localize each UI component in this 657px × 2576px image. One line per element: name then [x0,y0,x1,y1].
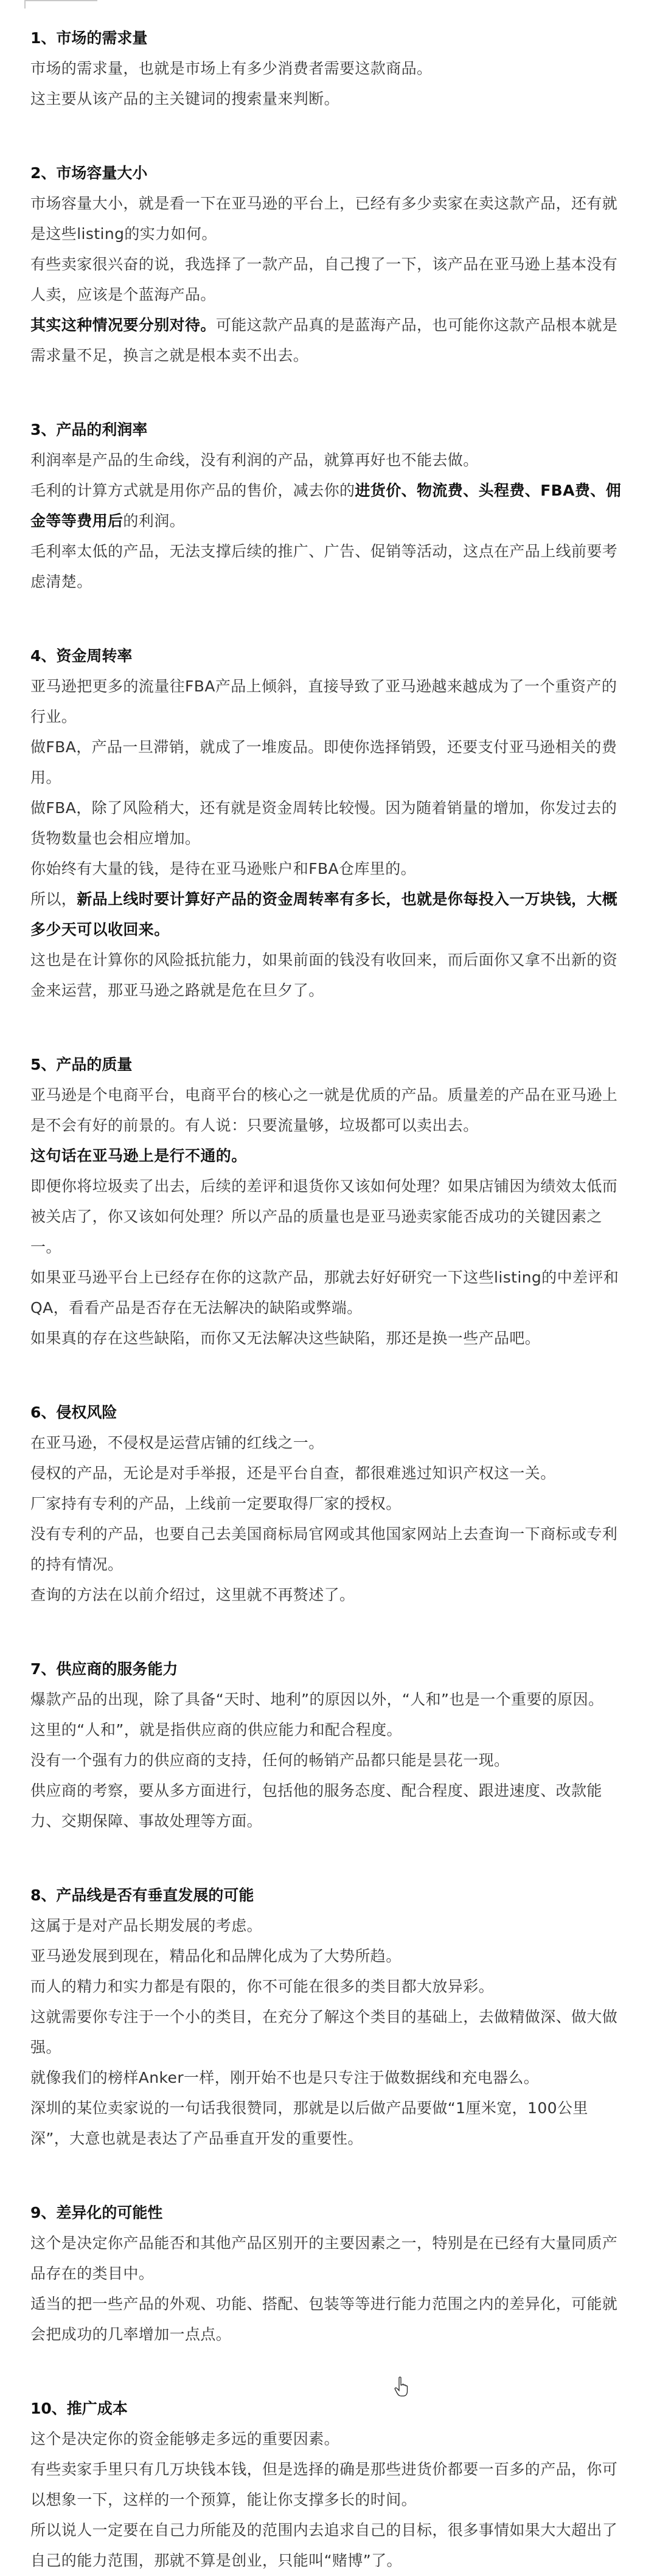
section-heading: 4、资金周转率 [30,647,133,665]
paragraph [30,476,627,536]
paragraph [30,1458,627,1489]
paragraph [30,1580,627,1610]
text-run: 在亚马逊，不侵权是运营店铺的红线之一。 [30,1434,324,1452]
bold-text: 其实这种情况要分别对待。 [30,316,216,334]
paragraph [30,310,627,371]
paragraph [30,1745,627,1776]
text-run: 毛利的计算方式就是用你产品的售价，减去你的 [30,482,355,499]
paragraph [30,945,627,1006]
paragraph [30,732,627,793]
paragraph [30,2063,627,2093]
paragraph [30,1941,627,1972]
section-heading: 9、差异化的可能性 [30,2204,163,2221]
text-run: 爆款产品的出现，除了具备“天时、地利”的原因以外，“人和”也是一个重要的原因。 [30,1691,604,1708]
corner-crop-mark [24,0,97,9]
text-run: 没有一个强有力的供应商的支持，任何的畅销产品都只能是昙花一现。 [30,1751,510,1769]
paragraph [30,54,627,84]
text-run: 适当的把一些产品的外观、功能、搭配、包装等等进行能力范围之内的差异化，可能就会把成功的几率增加一点点。 [30,2295,618,2343]
section-7 [30,1654,627,1837]
text-run: 没有专利的产品，也要自己去美国商标局官网或其他国家网站上去查询一下商标或专利的持有情况。 [30,1525,618,1573]
paragraph [30,445,627,476]
section-4 [30,641,627,1006]
section-heading: 6、侵权风险 [30,1404,117,1421]
paragraph [30,2002,627,2063]
paragraph [30,1776,627,1837]
paragraph [30,249,627,310]
text-run: 这就需要你专注于一个小的类目，在充分了解这个类目的基础上，去做精做深、做大做强。 [30,2008,618,2056]
section-heading: 1、市场的需求量 [30,29,148,47]
paragraph [30,1428,627,1458]
paragraph [30,1323,627,1354]
section-heading: 8、产品线是否有垂直发展的可能 [30,1886,254,1904]
text-run: 这主要从该产品的主关键词的搜索量来判断。 [30,90,340,108]
text-run: 毛利率太低的产品，无法支撑后续的推广、广告、促销等活动，这点在产品上线前要考虑清楚。 [30,542,618,590]
text-run: 市场的需求量，也就是市场上有多少消费者需要这款商品。 [30,60,433,77]
paragraph [30,2289,627,2350]
bold-text: 进货价、物流费、头程费、FBA费、佣金等等费用后 [30,482,622,530]
bold-text: 新品上线时要计算好产品的资金周转率有多长，也就是你每投入一万块钱，大概多少天可以收回来。 [30,890,618,938]
text-run: 查询的方法在以前介绍过，这里就不再赘述了。 [30,1586,355,1604]
section-9 [30,2198,627,2350]
text-run: 供应商的考察，要从多方面进行，包括他的服务态度、配合程度、跟进速度、改款能力、交期保障、事故处理等方面。 [30,1782,602,1830]
paragraph [30,2228,627,2289]
text-run: 这也是在计算你的风险抵抗能力，如果前面的钱没有收回来，而后面你又拿不出新的资金来运营，那亚马逊之路就是危在旦夕了。 [30,951,618,999]
section-heading: 3、产品的利润率 [30,421,148,438]
paragraph [30,1141,627,1171]
section-6 [30,1397,627,1610]
text-run: 做FBA，除了风险稍大，还有就是资金周转比较慢。因为随着销量的增加，你发过去的货物数量也会相应增加。 [30,799,617,847]
text-run: 有些卖家很兴奋的说，我选择了一款产品，自己搜了一下，该产品在亚马逊上基本没有人卖，应该是个蓝海产品。 [30,255,618,303]
text-run: 就像我们的榜样Anker一样，刚开始不也是只专注于做数据线和充电器么。 [30,2069,540,2086]
paragraph [30,536,627,597]
text-run: 亚马逊发展到现在，精品化和品牌化成为了大势所趋。 [30,1947,401,1965]
paragraph [30,671,627,732]
section-1 [30,23,627,114]
article-body [30,23,627,2576]
text-run: 这里的“人和”，就是指供应商的供应能力和配合程度。 [30,1721,402,1739]
text-run: 侵权的产品，无论是对手举报，还是平台自查，都很难逃过知识产权这一关。 [30,1464,556,1482]
section-10 [30,2394,627,2576]
paragraph [30,1911,627,1941]
text-run: 亚马逊把更多的流量往FBA产品上倾斜，直接导致了亚马逊越来越成为了一个重资产的行业。 [30,677,617,725]
text-run: 深圳的某位卖家说的一句话我很赞同，那就是以后做产品要做“1厘米宽，100公里深”，大意也就是表达了产品垂直开发的重要性。 [30,2099,588,2147]
section-heading: 10、推广成本 [30,2400,128,2417]
paragraph [30,884,627,945]
section-heading: 7、供应商的服务能力 [30,1660,178,1678]
paragraph [30,2093,627,2154]
section-2 [30,158,627,371]
text-run: 利润率是产品的生命线，没有利润的产品，就算再好也不能去做。 [30,451,479,469]
paragraph [30,1972,627,2002]
paragraph [30,2454,627,2515]
paragraph [30,793,627,854]
paragraph [30,1171,627,1262]
text-run: 的利润。 [123,512,186,530]
section-5 [30,1050,627,1354]
paragraph [30,1519,627,1580]
section-heading: 5、产品的质量 [30,1056,133,1073]
text-run: 而人的精力和实力都是有限的，你不可能在很多的类目都大放异彩。 [30,1978,495,1995]
section-heading: 2、市场容量大小 [30,164,148,182]
section-3 [30,415,627,597]
text-run: 如果亚马逊平台上已经存在你的这款产品，那就去好好研究一下这些listing的中差评和QA，看看产品是否存在无法解决的缺陷或弊端。 [30,1269,619,1317]
text-run: 这个是决定你的资金能够走多远的重要因素。 [30,2430,340,2448]
paragraph [30,84,627,114]
paragraph [30,1715,627,1745]
text-run: 厂家持有专利的产品，上线前一定要取得厂家的授权。 [30,1495,401,1512]
section-8 [30,1880,627,2154]
paragraph [30,1489,627,1519]
text-run: 亚马逊是个电商平台，电商平台的核心之一就是优质的产品。质量差的产品在亚马逊上是不会有好的前景的。有人说：只要流量够，垃圾都可以卖出去。 [30,1086,618,1134]
paragraph [30,189,627,249]
mouse-cursor-icon [394,2377,408,2397]
text-run: 可能这款产品真的是蓝海产品，也可能你这款产品根本就是需求量不足，换言之就是根本卖不出去。 [30,316,618,364]
paragraph [30,2424,627,2454]
text-run: 市场容量大小，就是看一下在亚马逊的平台上，已经有多少卖家在卖这款产品，还有就是这些listing的实力如何。 [30,195,618,243]
text-run: 你始终有大量的钱，是待在亚马逊账户和FBA仓库里的。 [30,860,417,878]
paragraph [30,1262,627,1323]
bold-text: 这句话在亚马逊上是行不通的。 [30,1147,247,1165]
text-run: 所以， [30,890,77,908]
text-run: 这属于是对产品长期发展的考虑。 [30,1917,263,1934]
paragraph [30,1684,627,1715]
text-run: 做FBA，产品一旦滞销，就成了一堆废品。即使你选择销毁，还要支付亚马逊相关的费用。 [30,738,617,786]
text-run: 这个是决定你产品能否和其他产品区别开的主要因素之一，特别是在已经有大量同质产品存在的类目中。 [30,2234,618,2282]
text-run: 有些卖家手里只有几万块钱本钱，但是选择的确是那些进货价都要一百多的产品，你可以想象一下，这样的一个预算，能让你支撑多长的时间。 [30,2460,618,2508]
text-run: 如果真的存在这些缺陷，而你又无法解决这些缺陷，那还是换一些产品吧。 [30,1329,541,1347]
text-run: 所以说人一定要在自己力所能及的范围内去追求自己的目标，很多事情如果大大超出了自己的能力范围，那就不算是创业，只能叫“赌博”了。 [30,2521,618,2569]
text-run: 即便你将垃圾卖了出去，后续的差评和退货你又该如何处理？如果店铺因为绩效太低而被关店了，你又该如何处理？所以产品的质量也是亚马逊卖家能否成功的关键因素之一。 [30,1177,618,1256]
paragraph [30,2515,627,2576]
paragraph [30,1080,627,1141]
paragraph [30,854,627,884]
